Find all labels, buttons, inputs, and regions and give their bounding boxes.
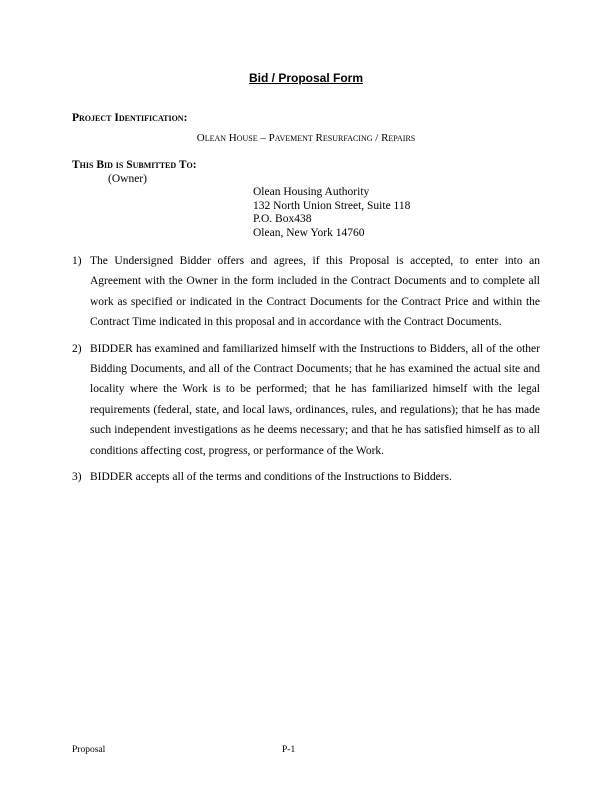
owner-label: (Owner) — [108, 173, 147, 185]
owner-address — [253, 186, 410, 240]
address-line: Olean, New York 14760 — [253, 226, 365, 239]
address-line: Olean Housing Authority — [253, 186, 370, 198]
project-identification-label: Project Identification: — [72, 112, 188, 124]
list-item — [72, 339, 540, 461]
item-number: 1) — [72, 255, 82, 267]
address-line: 132 North Union Street, Suite 118 — [253, 199, 411, 212]
item-number: 2) — [72, 342, 82, 355]
terms-list — [72, 251, 540, 493]
project-name: Olean House – Pavement Resurfacing / Repairs — [196, 132, 416, 144]
address-line: P.O. Box438 — [253, 213, 312, 225]
list-item — [72, 251, 540, 333]
list-item — [72, 467, 540, 487]
page-number: P-1 — [282, 745, 296, 755]
footer-label: Proposal — [72, 745, 106, 755]
page-title: Bid / Proposal Form — [248, 71, 363, 85]
submitted-to-label: This Bid is Submitted To: — [72, 159, 197, 171]
item-text: BIDDER has examined and familiarized himself with the Instructions to Bidders, all of the other Bidding Documents, and all of the Contract Documents; that he has examined the actual site and locality where the Work is to be performed; that he has familiarized himself with the legal requirements (federal, state, and local laws, ordinances, rules, and regulations); that he has made such independent investigations as he deems necessary; and that he has satisfied himself as to all conditions affecting cost, progress, or performance of the Work. — [90, 342, 540, 457]
item-number: 3) — [72, 471, 82, 484]
item-text: The Undersigned Bidder offers and agrees, if this Proposal is accepted, to enter into an Agreement with the Owner in the form included in the Contract Documents and to complete all work as specified or indicated in the Contract Documents for the Contract Price and within the Contract Time indicated in this proposal and in accordance with the Contract Documents. — [90, 255, 540, 329]
item-text: BIDDER accepts all of the terms and conditions of the Instructions to Bidders. — [90, 471, 452, 484]
